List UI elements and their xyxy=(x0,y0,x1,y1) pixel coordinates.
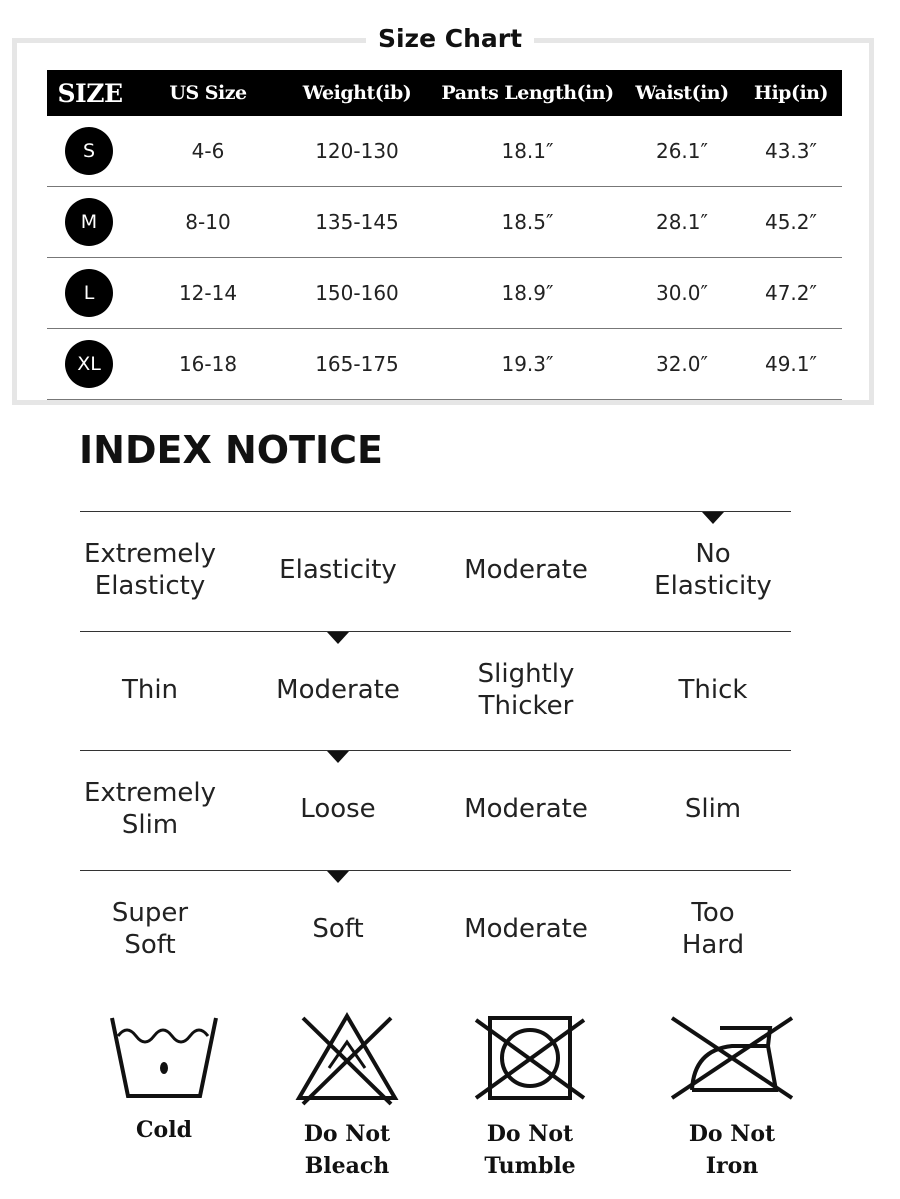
do-not-tumble-icon xyxy=(472,1010,588,1106)
waist-cell: 28.1″ xyxy=(655,210,708,234)
index-row xyxy=(57,631,807,749)
length-cell: 19.3″ xyxy=(501,352,554,376)
hip-cell: 47.2″ xyxy=(764,281,817,305)
hip-cell: 49.1″ xyxy=(764,352,817,376)
size-cell xyxy=(47,340,133,388)
index-option: Too Hard xyxy=(681,898,745,960)
index-option: Extremely Elasticty xyxy=(83,539,217,601)
index-option: Extremely Slim xyxy=(83,778,217,840)
index-option: Moderate xyxy=(464,794,588,824)
size-row-m xyxy=(47,187,842,258)
size-table xyxy=(47,70,842,400)
care-item-cold xyxy=(94,1010,234,1146)
index-option: Slim xyxy=(684,794,742,824)
header-us-size: US Size xyxy=(169,82,247,104)
index-option: Slightly Thicker xyxy=(477,659,575,721)
index-option: Thick xyxy=(678,675,748,705)
index-option: Thin xyxy=(121,675,179,705)
header-size: SIZE xyxy=(57,78,123,108)
index-option: Moderate xyxy=(464,914,588,944)
us-cell: 12-14 xyxy=(178,281,238,305)
index-option: Elasticity xyxy=(279,555,397,585)
care-item-do-not-bleach xyxy=(277,1010,417,1182)
weight-cell: 150-160 xyxy=(315,281,399,305)
us-cell: 16-18 xyxy=(178,352,238,376)
do-not-iron-icon xyxy=(668,1010,796,1106)
size-table-header xyxy=(47,70,842,116)
waist-cell: 32.0″ xyxy=(655,352,708,376)
index-option: No Elasticity xyxy=(654,539,772,601)
index-option: Soft xyxy=(312,914,364,944)
size-chart-title: Size Chart xyxy=(366,20,534,58)
length-cell: 18.1″ xyxy=(501,139,554,163)
care-item-do-not-tumble xyxy=(460,1010,600,1182)
size-badge: M xyxy=(65,198,113,246)
header-pants-length: Pants Length(in) xyxy=(441,82,614,104)
size-badge: L xyxy=(65,269,113,317)
index-option: Moderate xyxy=(464,555,588,585)
waist-cell: 26.1″ xyxy=(655,139,708,163)
care-label-do-not-tumble: Do Not Tumble xyxy=(484,1121,576,1179)
us-cell: 4-6 xyxy=(191,139,225,163)
size-row-l xyxy=(47,258,842,329)
index-row xyxy=(57,511,807,629)
care-label-cold: Cold xyxy=(136,1117,192,1143)
care-label-do-not-bleach: Do Not Bleach xyxy=(303,1121,391,1179)
index-option: Loose xyxy=(300,794,376,824)
cold-wash-icon xyxy=(108,1010,220,1102)
index-option: Moderate xyxy=(276,675,400,705)
do-not-bleach-icon xyxy=(291,1010,403,1106)
weight-cell: 135-145 xyxy=(315,210,399,234)
size-badge: S xyxy=(65,127,113,175)
size-cell xyxy=(47,198,133,246)
weight-cell: 165-175 xyxy=(315,352,399,376)
care-item-do-not-iron xyxy=(662,1010,802,1182)
length-cell: 18.9″ xyxy=(501,281,554,305)
size-cell xyxy=(47,269,133,317)
weight-cell: 120-130 xyxy=(315,139,399,163)
index-row xyxy=(57,750,807,868)
us-cell: 8-10 xyxy=(185,210,231,234)
size-badge: XL xyxy=(65,340,113,388)
size-cell xyxy=(47,127,133,175)
size-row-s xyxy=(47,116,842,187)
hip-cell: 43.3″ xyxy=(764,139,817,163)
index-notice-title: INDEX NOTICE xyxy=(79,428,383,472)
header-weight: Weight(ib) xyxy=(302,82,412,104)
hip-cell: 45.2″ xyxy=(764,210,817,234)
care-label-do-not-iron: Do Not Iron xyxy=(688,1121,776,1179)
index-option: Super Soft xyxy=(111,898,189,960)
index-row xyxy=(57,870,807,988)
header-hip: Hip(in) xyxy=(754,82,828,104)
size-row-xl xyxy=(47,329,842,400)
length-cell: 18.5″ xyxy=(501,210,554,234)
header-waist: Waist(in) xyxy=(635,82,729,104)
waist-cell: 30.0″ xyxy=(655,281,708,305)
